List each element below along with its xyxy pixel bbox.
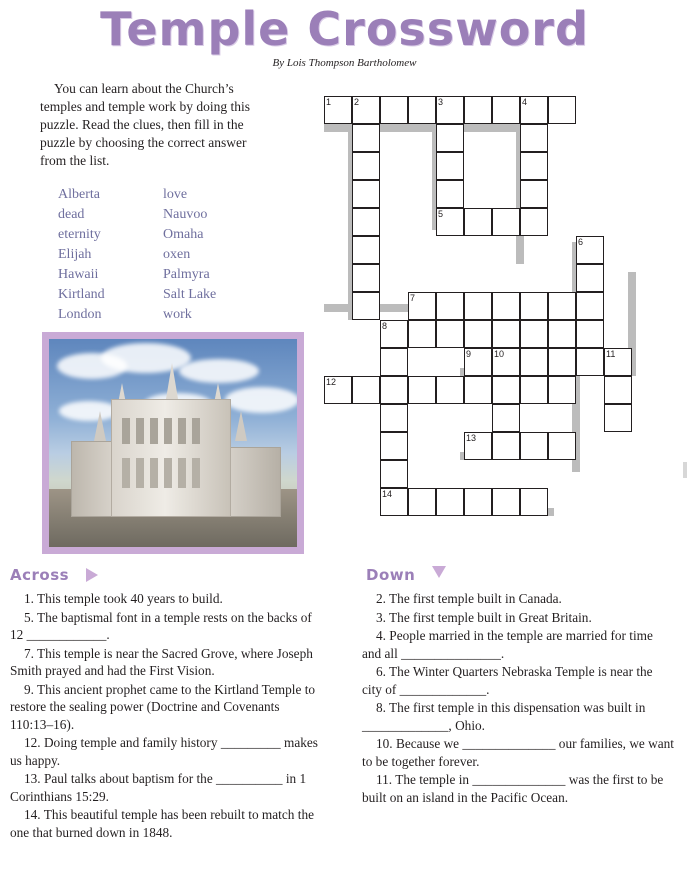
photo-frame — [42, 332, 304, 554]
grid-cell[interactable] — [520, 488, 548, 516]
grid-cell[interactable] — [492, 320, 520, 348]
across-arrow-icon — [86, 568, 98, 582]
grid-cell[interactable] — [604, 376, 632, 404]
grid-cell[interactable] — [604, 348, 632, 376]
down-clue-list — [362, 590, 674, 807]
clue-item: 4. People married in the temple are married for time and all _______________. — [362, 628, 653, 661]
clue-item: 7. This temple is near the Sacred Grove, where Joseph Smith prayed and had the First Vision. — [10, 645, 313, 678]
clue-item: 1. This temple took 40 years to build. — [24, 591, 223, 606]
grid-cell[interactable] — [436, 124, 464, 152]
grid-cell[interactable] — [548, 348, 576, 376]
grid-cell[interactable] — [520, 96, 548, 124]
word-item: Hawaii — [58, 267, 99, 282]
cell-number: 13 — [466, 433, 477, 443]
cell-number: 12 — [326, 377, 337, 387]
across-clue-list — [10, 590, 322, 842]
grid-cell[interactable] — [520, 124, 548, 152]
grid-cell[interactable] — [380, 460, 408, 488]
grid-cell[interactable] — [380, 376, 408, 404]
clue-item: 10. Because we ______________ our families, we want to be together forever. — [362, 736, 675, 769]
word-item: London — [58, 307, 102, 322]
grid-cell[interactable] — [324, 96, 352, 124]
grid-cell[interactable] — [352, 96, 380, 124]
cell-number: 1 — [326, 97, 332, 107]
word-item: dead — [58, 207, 85, 222]
grid-cell[interactable] — [380, 488, 408, 516]
cell-number: 8 — [382, 321, 388, 331]
across-heading: Across — [10, 566, 70, 584]
grid-cell[interactable] — [492, 488, 520, 516]
grid-cell[interactable] — [352, 208, 380, 236]
grid-cell[interactable] — [520, 180, 548, 208]
grid-cell[interactable] — [352, 152, 380, 180]
grid-cell[interactable] — [464, 432, 492, 460]
word-item: work — [163, 307, 192, 322]
grid-cell[interactable] — [464, 488, 492, 516]
cell-number: 3 — [438, 97, 444, 107]
grid-cell[interactable] — [352, 124, 380, 152]
grid-cell[interactable] — [352, 264, 380, 292]
grid-cell[interactable] — [492, 208, 520, 236]
cell-number: 11 — [606, 349, 616, 359]
clue-item: 3. The first temple built in Great Britain. — [376, 609, 592, 625]
grid-cell[interactable] — [324, 376, 352, 404]
grid-cell[interactable] — [436, 488, 464, 516]
grid-cell[interactable] — [548, 292, 576, 320]
word-item: Elijah — [58, 247, 92, 262]
grid-cell[interactable] — [464, 208, 492, 236]
salt-lake-temple-photo — [49, 339, 297, 547]
word-item: Kirtland — [58, 287, 105, 302]
grid-cell[interactable] — [352, 180, 380, 208]
byline: By Lois Thompson Bartholomew — [272, 57, 417, 69]
grid-cell[interactable] — [352, 292, 380, 320]
clue-item: 8. The first temple in this dispensation was built in _____________, Ohio. — [362, 700, 646, 733]
grid-cell[interactable] — [492, 376, 520, 404]
grid-cell[interactable] — [380, 432, 408, 460]
grid-cell[interactable] — [520, 432, 548, 460]
grid-cell[interactable] — [576, 320, 604, 348]
grid-cell[interactable] — [464, 376, 492, 404]
word-item: eternity — [58, 227, 101, 242]
answer-word-list — [58, 185, 288, 325]
word-item: Palmyra — [163, 267, 210, 282]
word-item: love — [163, 187, 188, 202]
clue-item: 13. Paul talks about baptism for the __________ in 1 Corinthians 15:29. — [10, 771, 307, 804]
clue-item: 11. The temple in ______________ was the first to be built on an island in the Pacific Ocean. — [362, 772, 664, 805]
grid-cell[interactable] — [380, 96, 408, 124]
grid-cell[interactable] — [492, 292, 520, 320]
cell-number: 6 — [578, 237, 584, 247]
grid-cell[interactable] — [436, 320, 464, 348]
word-item: oxen — [163, 247, 191, 262]
clue-item: 5. The baptismal font in a temple rests on the backs of 12 ____________. — [10, 609, 312, 642]
crossword-grid[interactable] — [316, 92, 664, 522]
grid-cell[interactable] — [380, 348, 408, 376]
grid-cell[interactable] — [492, 348, 520, 376]
cell-number: 5 — [438, 209, 444, 219]
cell-number: 9 — [466, 349, 472, 359]
clue-item: 9. This ancient prophet came to the Kirtland Temple to restore the sealing power (Doctrine and Covenants 110:13–16). — [10, 681, 316, 732]
grid-cell[interactable] — [520, 292, 548, 320]
word-item: Salt Lake — [163, 287, 217, 302]
grid-cell[interactable] — [464, 292, 492, 320]
grid-cell[interactable] — [436, 376, 464, 404]
grid-cell[interactable] — [492, 432, 520, 460]
down-heading: Down — [366, 566, 416, 584]
grid-cell[interactable] — [548, 96, 576, 124]
grid-cell[interactable] — [520, 376, 548, 404]
down-arrow-icon — [432, 566, 446, 578]
page-title: Temple Crossword — [100, 2, 589, 56]
cell-number: 4 — [522, 97, 528, 107]
grid-cell[interactable] — [408, 320, 436, 348]
grid-cell[interactable] — [352, 236, 380, 264]
word-item: Nauvoo — [163, 207, 208, 222]
intro-paragraph: You can learn about the Church’s temples and temple work by doing this puzzle. Read the clues, then fill in the puzzle by choosing the correct answer from the list. — [40, 81, 250, 168]
grid-cell[interactable] — [464, 320, 492, 348]
cell-number: 7 — [410, 293, 416, 303]
grid-cell[interactable] — [436, 96, 464, 124]
grid-cell[interactable] — [464, 96, 492, 124]
grid-cell[interactable] — [520, 320, 548, 348]
clue-item: 14. This beautiful temple has been rebuilt to match the one that burned down in 1848. — [10, 807, 314, 840]
clue-item: 6. The Winter Quarters Nebraska Temple is near the city of _____________. — [362, 664, 653, 697]
grid-cell[interactable] — [380, 404, 408, 432]
grid-cell[interactable] — [520, 208, 548, 236]
grid-cell[interactable] — [408, 376, 436, 404]
grid-cell[interactable] — [548, 432, 576, 460]
grid-cell[interactable] — [548, 376, 576, 404]
grid-cell[interactable] — [492, 96, 520, 124]
grid-cell[interactable] — [576, 264, 604, 292]
grid-cell[interactable] — [520, 152, 548, 180]
word-item: Omaha — [163, 227, 204, 242]
grid-cell[interactable] — [436, 292, 464, 320]
grid-cell[interactable] — [380, 320, 408, 348]
cell-number: 2 — [354, 97, 360, 107]
grid-cell[interactable] — [408, 96, 436, 124]
grid-cell[interactable] — [492, 404, 520, 432]
grid-cell[interactable] — [352, 376, 380, 404]
page-edge-mark — [683, 462, 687, 478]
grid-cell[interactable] — [436, 180, 464, 208]
grid-cell[interactable] — [408, 292, 436, 320]
grid-cell[interactable] — [576, 348, 604, 376]
grid-cell[interactable] — [436, 208, 464, 236]
clue-item: 12. Doing temple and family history _________ makes us happy. — [10, 735, 318, 768]
grid-cell[interactable] — [520, 348, 548, 376]
cell-number: 14 — [382, 489, 393, 499]
word-item: Alberta — [58, 187, 100, 202]
grid-cell[interactable] — [548, 320, 576, 348]
cell-number: 10 — [494, 349, 505, 359]
grid-cell[interactable] — [604, 404, 632, 432]
clue-item: 2. The first temple built in Canada. — [376, 591, 562, 606]
grid-cell[interactable] — [436, 152, 464, 180]
grid-cell[interactable] — [576, 292, 604, 320]
grid-cell[interactable] — [408, 488, 436, 516]
grid-cell[interactable] — [464, 348, 492, 376]
grid-cell[interactable] — [576, 236, 604, 264]
